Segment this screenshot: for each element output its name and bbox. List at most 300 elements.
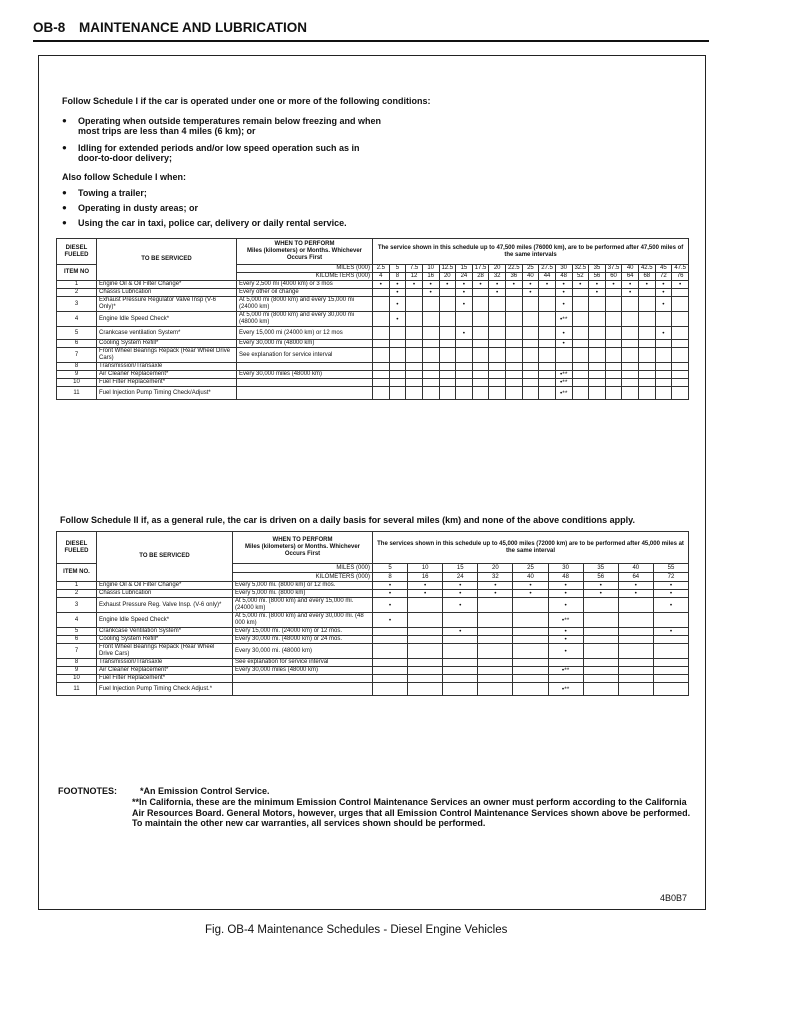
service-mark: [539, 379, 556, 387]
km-value: 16: [422, 273, 439, 281]
service-name: Engine Idle Speed Check*: [97, 312, 237, 327]
service-mark: [389, 379, 406, 387]
service-interval: Every 15,000 mi. (24000 km) or 12 mos.: [233, 628, 373, 636]
service-mark: [478, 613, 513, 628]
service-mark: [522, 363, 539, 371]
service-mark: [618, 667, 653, 675]
service-mark: [589, 327, 606, 340]
service-mark: •: [653, 628, 688, 636]
table-row: [57, 348, 689, 363]
service-name: Exhaust Pressure Regulator Valve Insp (V-6 Only)*: [97, 297, 237, 312]
service-mark: [478, 644, 513, 659]
km-value: 20: [439, 273, 456, 281]
km-value: 44: [539, 273, 556, 281]
service-mark: [672, 289, 689, 297]
miles-value: 15: [456, 265, 473, 273]
km-value: 28: [472, 273, 489, 281]
service-mark: [655, 348, 672, 363]
service-mark: [583, 683, 618, 696]
figure-code: 4B0B7: [660, 893, 688, 903]
service-mark: [589, 387, 606, 400]
service-mark: [522, 371, 539, 379]
service-mark: •**: [555, 371, 572, 379]
service-mark: [653, 644, 688, 659]
service-mark: [489, 387, 506, 400]
service-mark: •: [389, 281, 406, 289]
service-mark: [622, 371, 639, 379]
service-mark: •: [456, 327, 473, 340]
service-mark: [506, 289, 523, 297]
service-mark: •: [548, 628, 583, 636]
service-mark: •: [478, 582, 513, 590]
service-mark: [478, 628, 513, 636]
service-mark: •: [622, 281, 639, 289]
service-mark: [655, 387, 672, 400]
service-mark: •: [489, 289, 506, 297]
service-mark: [506, 312, 523, 327]
item-number: 10: [57, 379, 97, 387]
service-mark: [489, 297, 506, 312]
when-to-perform-subtitle: Miles (kilometers) or Months. Whichever Occurs First: [244, 544, 361, 557]
service-mark: [655, 379, 672, 387]
service-mark: [653, 659, 688, 667]
miles-value: 20: [478, 564, 513, 573]
service-interval: [237, 363, 373, 371]
service-mark: [478, 659, 513, 667]
service-mark: [389, 371, 406, 379]
service-mark: [506, 327, 523, 340]
service-mark: [443, 636, 478, 644]
service-mark: [422, 379, 439, 387]
service-mark: •: [655, 281, 672, 289]
service-interval: [237, 379, 373, 387]
service-mark: [618, 675, 653, 683]
service-mark: [439, 327, 456, 340]
service-mark: [389, 327, 406, 340]
service-mark: [622, 327, 639, 340]
service-mark: •: [653, 582, 688, 590]
service-mark: [513, 636, 548, 644]
km-value: 72: [655, 273, 672, 281]
service-mark: [639, 297, 656, 312]
service-mark: [583, 598, 618, 613]
table-row: [57, 582, 689, 590]
service-name: Chassis Lubrication: [97, 289, 237, 297]
service-mark: •: [373, 281, 390, 289]
service-interval: Every 15,000 mi (24000 km) or 12 mos: [237, 327, 373, 340]
table-row: [57, 644, 689, 659]
service-mark: [618, 683, 653, 696]
miles-value: 40: [622, 265, 639, 273]
service-mark: [422, 340, 439, 348]
item-number: 2: [57, 289, 97, 297]
service-mark: [513, 628, 548, 636]
service-mark: [639, 371, 656, 379]
service-mark: [522, 312, 539, 327]
item-number: 7: [57, 348, 97, 363]
item-number: 9: [57, 371, 97, 379]
service-mark: [506, 297, 523, 312]
item-number: 8: [57, 363, 97, 371]
service-mark: •: [548, 590, 583, 598]
service-mark: •: [655, 297, 672, 312]
service-mark: [555, 363, 572, 371]
service-mark: •: [406, 281, 423, 289]
service-mark: [408, 667, 443, 675]
service-mark: •: [618, 590, 653, 598]
service-mark: [489, 312, 506, 327]
service-interval: [233, 683, 373, 696]
item-number: 7: [57, 644, 97, 659]
service-mark: [506, 371, 523, 379]
km-value: 48: [555, 273, 572, 281]
service-name: Engine Oil & Oil Filter Change*: [97, 281, 237, 289]
service-mark: [389, 340, 406, 348]
service-mark: [583, 675, 618, 683]
service-mark: [605, 371, 622, 379]
item-no-header: ITEM NO: [57, 265, 97, 281]
km-value: 16: [408, 573, 443, 582]
service-mark: [373, 327, 390, 340]
service-mark: [406, 363, 423, 371]
service-mark: [672, 327, 689, 340]
service-mark: •: [555, 289, 572, 297]
service-mark: [408, 636, 443, 644]
service-mark: [373, 379, 390, 387]
item-number: 10: [57, 675, 97, 683]
service-mark: [583, 659, 618, 667]
service-mark: [389, 363, 406, 371]
miles-label: MILES (000): [233, 564, 373, 573]
service-mark: [572, 289, 589, 297]
miles-value: 10: [408, 564, 443, 573]
page-code: OB-8: [33, 20, 66, 35]
miles-value: 2.5: [373, 265, 390, 273]
miles-value: 25: [513, 564, 548, 573]
service-mark: [655, 363, 672, 371]
service-mark: [653, 667, 688, 675]
service-mark: [406, 289, 423, 297]
service-mark: [408, 613, 443, 628]
service-mark: •: [555, 297, 572, 312]
item-number: 1: [57, 582, 97, 590]
when-to-perform-title: WHEN TO PERFORM: [274, 241, 335, 247]
service-name: Fuel Injection Pump Timing Check Adjust.*: [97, 683, 233, 696]
miles-value: 10: [422, 265, 439, 273]
item-number: 6: [57, 340, 97, 348]
table-row: [57, 613, 689, 628]
service-name: Fuel Filter Replacement*: [97, 675, 233, 683]
service-mark: •: [639, 281, 656, 289]
service-mark: [618, 613, 653, 628]
service-name: Fuel Injection Pump Timing Check/Adjust*: [97, 387, 237, 400]
service-mark: [605, 379, 622, 387]
table-row: [57, 379, 689, 387]
miles-value: 20: [489, 265, 506, 273]
service-mark: •: [456, 289, 473, 297]
service-mark: [618, 659, 653, 667]
condition-item: ● Operating when outside temperatures remain below freezing and when most trips are less than 4 miles (6 km); or: [62, 116, 382, 136]
service-name: Transmission/Transaxle: [97, 363, 237, 371]
page-title: MAINTENANCE AND LUBRICATION: [79, 20, 308, 35]
service-mark: [422, 387, 439, 400]
service-mark: •: [373, 590, 408, 598]
service-interval: At 5,000 mi (8000 km) and every 15,000 mi (24000 km): [237, 297, 373, 312]
service-mark: [672, 340, 689, 348]
table-row: [57, 297, 689, 312]
also-condition-item: ● Operating in dusty areas; or: [62, 203, 462, 213]
header-rule: [33, 40, 709, 42]
service-mark: •: [513, 582, 548, 590]
service-name: Chassis Lubrication: [97, 590, 233, 598]
km-value: 32: [489, 273, 506, 281]
table-row: [57, 628, 689, 636]
service-mark: [456, 363, 473, 371]
footnote-1: *An Emission Control Service.: [140, 786, 270, 796]
service-mark: [406, 312, 423, 327]
service-mark: [572, 312, 589, 327]
service-mark: [456, 371, 473, 379]
service-mark: [373, 667, 408, 675]
table-row: [57, 590, 689, 598]
service-mark: [622, 340, 639, 348]
service-mark: [572, 379, 589, 387]
service-mark: [408, 644, 443, 659]
also-condition-item: ● Using the car in taxi, police car, delivery or daily rental service.: [62, 218, 462, 228]
km-value: 36: [506, 273, 523, 281]
miles-value: 15: [443, 564, 478, 573]
service-mark: [589, 348, 606, 363]
service-mark: •: [443, 598, 478, 613]
service-mark: •: [583, 590, 618, 598]
service-mark: [506, 379, 523, 387]
miles-value: 5: [373, 564, 408, 573]
service-mark: [373, 348, 390, 363]
service-mark: [373, 289, 390, 297]
service-mark: •: [389, 312, 406, 327]
service-mark: [572, 340, 589, 348]
miles-value: 45: [655, 265, 672, 273]
service-mark: [513, 659, 548, 667]
miles-value: 40: [618, 564, 653, 573]
service-mark: [655, 340, 672, 348]
service-mark: •: [555, 327, 572, 340]
service-mark: [506, 348, 523, 363]
service-mark: [443, 683, 478, 696]
service-mark: [672, 371, 689, 379]
service-mark: [406, 297, 423, 312]
miles-value: 27.5: [539, 265, 556, 273]
miles-value: 42.5: [639, 265, 656, 273]
table-row: [57, 327, 689, 340]
service-mark: [506, 363, 523, 371]
service-mark: [589, 340, 606, 348]
service-mark: [539, 327, 556, 340]
service-mark: [489, 379, 506, 387]
service-mark: [506, 340, 523, 348]
table-row: [57, 683, 689, 696]
schedule1-conditions: [62, 116, 382, 170]
service-mark: [672, 387, 689, 400]
service-mark: [373, 297, 390, 312]
service-mark: [478, 675, 513, 683]
service-mark: [478, 667, 513, 675]
service-interval: Every 30,000 mi. (48000 km): [233, 644, 373, 659]
service-mark: [408, 598, 443, 613]
item-number: 5: [57, 628, 97, 636]
service-mark: [522, 327, 539, 340]
service-mark: [373, 644, 408, 659]
service-mark: [472, 340, 489, 348]
miles-value: 25: [522, 265, 539, 273]
km-value: 40: [513, 573, 548, 582]
service-mark: [639, 289, 656, 297]
service-mark: [373, 675, 408, 683]
service-mark: •: [373, 582, 408, 590]
service-interval: [237, 387, 373, 400]
service-mark: [548, 659, 583, 667]
miles-value: 35: [589, 265, 606, 273]
schedule1-also-conditions: [62, 188, 462, 233]
service-mark: •: [408, 582, 443, 590]
service-mark: [456, 340, 473, 348]
service-mark: [373, 387, 390, 400]
table-row: [57, 659, 689, 667]
service-mark: [622, 363, 639, 371]
km-value: 24: [443, 573, 478, 582]
service-mark: [373, 628, 408, 636]
when-to-perform-title: WHEN TO PERFORM: [272, 537, 333, 543]
service-mark: [439, 371, 456, 379]
service-mark: [472, 387, 489, 400]
service-mark: [639, 340, 656, 348]
service-mark: •: [443, 628, 478, 636]
service-mark: •: [389, 289, 406, 297]
km-value: 76: [672, 273, 689, 281]
service-mark: •: [618, 582, 653, 590]
service-mark: [443, 644, 478, 659]
service-mark: •: [373, 598, 408, 613]
service-mark: [439, 379, 456, 387]
table-row: [57, 371, 689, 379]
service-mark: [572, 297, 589, 312]
table-row: [57, 363, 689, 371]
when-to-perform-header: [233, 532, 373, 564]
service-mark: [422, 371, 439, 379]
service-mark: [406, 340, 423, 348]
service-name: Fuel Filter Replacement*: [97, 379, 237, 387]
service-mark: [373, 683, 408, 696]
diesel-fueled-header: DIESEL FUELED: [57, 239, 97, 265]
item-number: 4: [57, 613, 97, 628]
service-mark: [443, 659, 478, 667]
service-name: Engine Idle Speed Check*: [97, 613, 233, 628]
miles-value: 22.5: [506, 265, 523, 273]
service-mark: •: [489, 281, 506, 289]
service-interval: Every 2,500 mi (4000 km) or 3 mos: [237, 281, 373, 289]
service-mark: •: [605, 281, 622, 289]
service-mark: [605, 289, 622, 297]
service-interval: Every 5,000 mi. (8000 km) or 12 mos.: [233, 582, 373, 590]
service-name: Front Wheel Bearings Repack (Rear Wheel Drive Cars): [97, 348, 237, 363]
km-value: 52: [572, 273, 589, 281]
service-mark: [589, 363, 606, 371]
service-mark: •: [583, 582, 618, 590]
service-mark: [439, 363, 456, 371]
service-mark: •: [572, 281, 589, 289]
service-mark: [539, 289, 556, 297]
service-mark: [472, 363, 489, 371]
table-row: [57, 387, 689, 400]
service-mark: [422, 348, 439, 363]
item-no-header: ITEM NO.: [57, 564, 97, 582]
service-mark: [408, 628, 443, 636]
service-mark: [572, 348, 589, 363]
miles-value: 17.5: [472, 265, 489, 273]
service-mark: •: [653, 598, 688, 613]
service-mark: •**: [548, 683, 583, 696]
service-name: Transmission/Transaxle: [97, 659, 233, 667]
service-mark: [472, 371, 489, 379]
item-number: 2: [57, 590, 97, 598]
service-mark: [605, 348, 622, 363]
item-number: 6: [57, 636, 97, 644]
item-number: 3: [57, 297, 97, 312]
km-label: KILOMETERS (000): [233, 573, 373, 582]
service-mark: [639, 387, 656, 400]
table-row: [57, 289, 689, 297]
miles-value: 55: [653, 564, 688, 573]
service-mark: •: [589, 289, 606, 297]
service-name: Cooling System Refill*: [97, 340, 237, 348]
service-mark: [443, 675, 478, 683]
service-interval: [233, 675, 373, 683]
service-mark: •: [548, 582, 583, 590]
service-mark: •: [522, 281, 539, 289]
service-mark: [605, 387, 622, 400]
service-mark: [439, 340, 456, 348]
item-number: 4: [57, 312, 97, 327]
service-mark: [583, 628, 618, 636]
service-mark: [522, 340, 539, 348]
km-label: KILOMETERS (000): [237, 273, 373, 281]
service-mark: [373, 659, 408, 667]
item-number: 11: [57, 683, 97, 696]
km-value: 24: [456, 273, 473, 281]
service-mark: [605, 363, 622, 371]
service-mark: [639, 327, 656, 340]
miles-value: 47.5: [672, 265, 689, 273]
service-mark: [513, 683, 548, 696]
service-mark: •: [373, 613, 408, 628]
schedule1-table: [56, 238, 689, 400]
when-to-perform-header: [237, 239, 373, 265]
service-mark: [655, 371, 672, 379]
service-mark: [622, 297, 639, 312]
service-mark: [456, 312, 473, 327]
service-mark: [456, 379, 473, 387]
service-mark: •: [389, 297, 406, 312]
when-to-perform-subtitle: Miles (kilometers) or Months. Whichever Occurs First: [246, 248, 363, 261]
service-mark: •: [555, 281, 572, 289]
service-mark: [618, 628, 653, 636]
service-mark: [422, 327, 439, 340]
service-mark: [618, 598, 653, 613]
service-mark: [439, 312, 456, 327]
service-mark: [456, 387, 473, 400]
service-mark: [672, 297, 689, 312]
service-mark: [422, 297, 439, 312]
